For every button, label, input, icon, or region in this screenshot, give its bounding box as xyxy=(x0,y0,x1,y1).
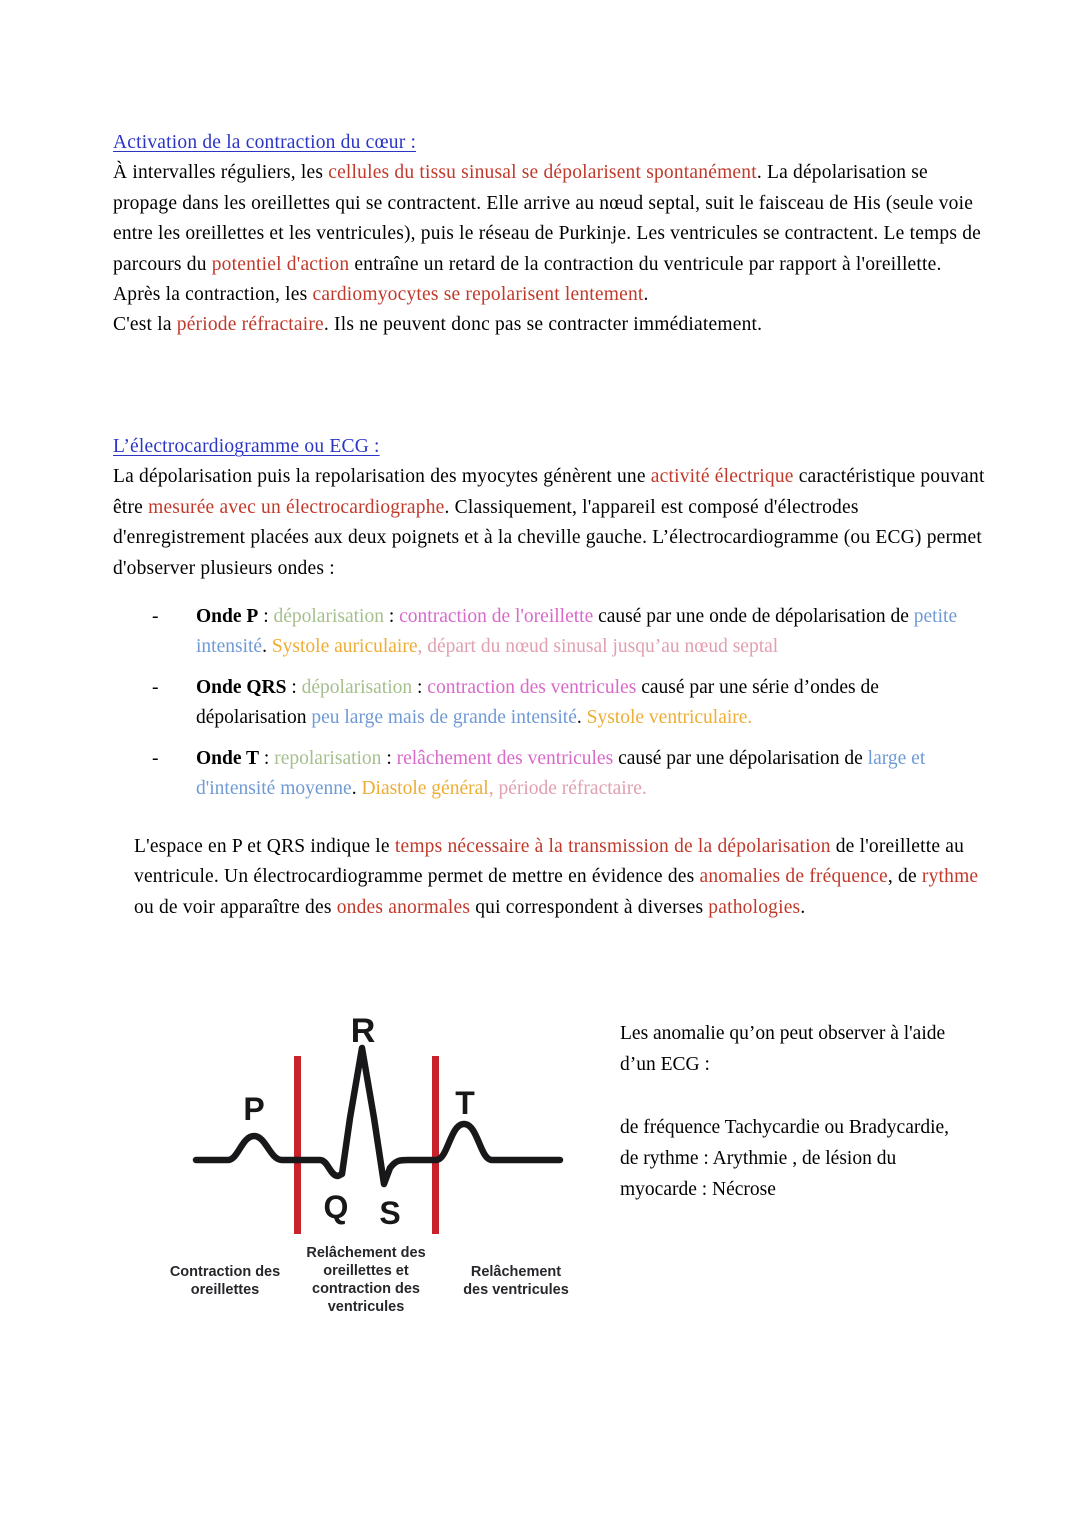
s1-emph-1: cellules du tissu sinusal se dépolarisent spontanément xyxy=(328,162,757,184)
s2-emph-2: mesurée avec un électrocardiographe xyxy=(148,496,445,518)
onde-qrs-systole: Systole ventriculaire. xyxy=(586,707,753,729)
onde-qrs-sep1: : xyxy=(286,676,302,698)
ecg-caption-middle-line4: ventricules xyxy=(327,1299,405,1315)
list-item xyxy=(152,602,992,663)
s2-text-2: caractéristique pouvant être xyxy=(113,466,985,518)
ecg-label-q: Q xyxy=(323,1189,349,1225)
s1-text-1: À intervalles réguliers, les xyxy=(113,162,329,184)
onde-t-dot: . xyxy=(351,778,362,800)
s1-emph-2: potentiel d'action xyxy=(211,253,350,275)
ecg-caption-middle-line1: Relâchement des xyxy=(306,1245,426,1261)
sidenote-body-line2: de rythme : Arythmie , de lésion du xyxy=(620,1148,897,1169)
section1-last-line xyxy=(113,314,762,335)
onde-t-phase: repolarisation xyxy=(274,747,382,769)
section2-heading: L’électrocardiogramme ou ECG : xyxy=(113,436,380,457)
sidenote-spacer xyxy=(620,1080,990,1112)
ecg-diagram-svg xyxy=(150,1008,602,1328)
onde-t-name: Onde T xyxy=(196,747,260,769)
onde-qrs-effect: contraction des ventricules xyxy=(427,676,637,698)
bullet-dash-icon: - xyxy=(152,747,159,769)
sidenote-body-line3: myocarde : Nécrose xyxy=(620,1179,776,1200)
onde-p-tail: , départ du nœud sinusal jusqu’au nœud septal xyxy=(417,636,779,658)
anomalies-sidenote xyxy=(620,1018,990,1205)
onde-t-intensity: large et d'intensité moyenne xyxy=(196,747,926,800)
s2-emph-1: activité électrique xyxy=(650,466,794,488)
onde-qrs-mid: causé par une série d’ondes de dépolarisation xyxy=(196,676,879,729)
onde-p-systole: Systole auriculaire xyxy=(271,636,418,658)
s1-last-text-1: C'est la xyxy=(113,314,177,336)
s1-last-emph: période réfractaire xyxy=(176,314,324,336)
ecg-caption-right-line1: Relâchement xyxy=(470,1264,562,1280)
bullet-dash-icon: - xyxy=(152,676,159,698)
bullet-onde-t xyxy=(196,744,992,805)
ecg-caption-left-line1: Contraction des xyxy=(169,1264,281,1280)
onde-t-mid: causé par une dépolarisation de xyxy=(613,747,868,769)
onde-p-phase: dépolarisation xyxy=(273,606,384,627)
s3-text-5: qui correspondent à diverses xyxy=(470,896,709,918)
sidenote-intro-line1: Les anomalie qu’on peut observer à l'aide xyxy=(620,1023,946,1044)
ecg-caption-right-line2: des ventricules xyxy=(463,1282,569,1298)
ecg-marker-line-right xyxy=(432,1056,439,1234)
onde-t-sep1: : xyxy=(259,747,275,769)
ecg-label-r: R xyxy=(350,1012,376,1050)
ecg-label-t: T xyxy=(455,1085,475,1121)
section-activation-contraction xyxy=(113,128,993,341)
s1-text-2: . La dépolarisation se propage dans les oreillettes qui se contractent. Elle arrive au nœud septal, suit le faisceau de His (seule voie entre les oreillettes et les ventricules), puis le réseau de Purkinje. Les ventricules se contractent. Le temps de parcours du xyxy=(113,162,982,275)
onde-p-dot: . xyxy=(262,636,272,658)
onde-qrs-phase: dépolarisation xyxy=(301,676,413,698)
section3-paragraph xyxy=(134,836,978,918)
s3-text-6: . xyxy=(800,896,806,918)
section1-heading: Activation de la contraction du cœur : xyxy=(113,132,417,153)
ecg-marker-line-left xyxy=(294,1056,301,1234)
ecg-label-s: S xyxy=(379,1195,401,1231)
ondes-list xyxy=(152,602,992,814)
s3-text-2: de l'oreillette au ventricule. Un électrocardiogramme permet de mettre en évidence des xyxy=(134,836,965,888)
section2-paragraph xyxy=(113,466,985,578)
sidenote-body xyxy=(620,1112,990,1205)
bullet-dash-icon: - xyxy=(152,606,159,627)
bullet-onde-p xyxy=(196,602,992,663)
bullet-onde-qrs xyxy=(196,673,992,734)
onde-qrs-sep2: : xyxy=(412,676,428,698)
onde-qrs-dot: . xyxy=(576,707,587,729)
ecg-label-p: P xyxy=(243,1091,265,1127)
s3-text-1: L'espace en P et QRS indique le xyxy=(134,836,395,857)
s2-text-3: . Classiquement, l'appareil est composé d'électrodes d'enregistrement placées aux deux poignets et à la cheville gauche. L’électrocardiogramme (ou ECG) permet d'observer plusieurs ondes : xyxy=(113,496,983,579)
ecg-caption-middle-line3: contraction des xyxy=(312,1281,420,1297)
section-espace-p-qrs xyxy=(134,832,994,923)
onde-t-effect: relâchement des ventricules xyxy=(396,747,614,769)
list-item xyxy=(152,744,992,805)
section-electrocardiogramme xyxy=(113,432,993,584)
onde-t-systole: Diastole général xyxy=(361,778,489,800)
onde-qrs-intensity: peu large mais de grande intensité xyxy=(311,707,577,729)
s1-last-text-2: . Ils ne peuvent donc pas se contracter immédiatement. xyxy=(323,314,763,336)
s3-emph-3: rythme xyxy=(921,866,979,888)
list-item xyxy=(152,673,992,734)
section1-paragraph xyxy=(113,162,981,305)
s1-text-4: . xyxy=(643,284,649,306)
s1-emph-3: cardiomyocytes se repolarisent lentement xyxy=(312,284,644,306)
s3-emph-4: ondes anormales xyxy=(336,896,471,918)
s3-emph-5: pathologies xyxy=(708,896,801,918)
sidenote-intro-line2: d’un ECG : xyxy=(620,1054,710,1075)
ecg-waveform-figure xyxy=(150,1008,602,1328)
onde-t-tail: , période réfractaire. xyxy=(488,778,647,800)
onde-p-sep1: : xyxy=(258,606,274,627)
s2-text-1: La dépolarisation puis la repolarisation des myocytes génèrent une xyxy=(113,466,651,488)
onde-p-sep2: : xyxy=(383,606,400,627)
onde-p-effect: contraction de l'oreillette xyxy=(399,606,594,627)
ecg-caption-left-line2: oreillettes xyxy=(190,1282,260,1298)
onde-p-intensity: petite intensité xyxy=(196,606,958,658)
s3-emph-2: anomalies de fréquence xyxy=(699,866,888,888)
onde-qrs-name: Onde QRS xyxy=(196,676,287,698)
onde-p-mid: causé par une onde de dépolarisation de xyxy=(593,606,914,627)
sidenote-intro xyxy=(620,1018,990,1080)
s3-text-3: , de xyxy=(887,866,922,888)
s1-text-3: entraîne un retard de la contraction du ventricule par rapport à l'oreillette. Après la contraction, les xyxy=(113,253,942,306)
sidenote-body-line1: de fréquence Tachycardie ou Bradycardie, xyxy=(620,1117,950,1138)
ecg-caption-middle-line2: oreillettes et xyxy=(323,1263,409,1279)
onde-p-name: Onde P xyxy=(196,606,259,627)
onde-t-sep2: : xyxy=(381,747,397,769)
s3-emph-1: temps nécessaire à la transmission de la dépolarisation xyxy=(394,836,831,857)
s3-text-4: ou de voir apparaître des xyxy=(134,896,337,918)
